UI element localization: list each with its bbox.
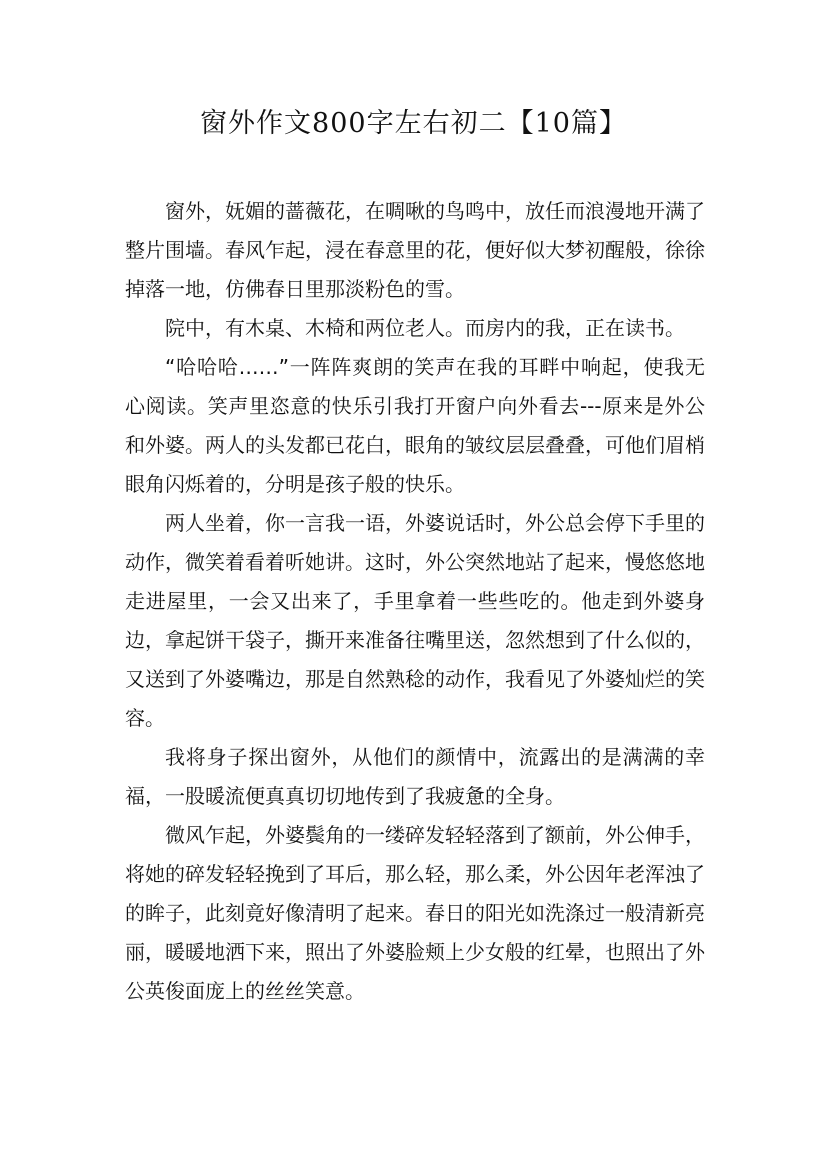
paragraph: 两人坐着，你一言我一语，外婆说话时，外公总会停下手里的动作，微笑着看着听她讲。这时，外公突然地站了起来，慢悠悠地走进屋里，一会又出来了，手里拿着一些些吃的。他走到外婆身边，拿起饼干袋子，撕开来准备往嘴里送，忽然想到了什么似的，又送到了外婆嘴边，那是自然熟稔的动作，我看见了外婆灿烂的笑容。 xyxy=(125,511,705,730)
paragraph: 我将身子探出窗外，从他们的颜情中，流露出的是满满的幸福，一股暖流便真真切切地传到了我疲惫的全身。 xyxy=(125,745,705,808)
document-title: 窗外作文800字左右初二【10篇】 xyxy=(200,108,627,139)
paragraph: “哈哈哈……”一阵阵爽朗的笑声在我的耳畔中响起，使我无心阅读。笑声里恣意的快乐引我打开窗户向外看去---原来是外公和外婆。两人的头发都已花白，眼角的皱纹层层叠叠，可他们眉梢眼角闪烁着的，分明是孩子般的快乐。 xyxy=(125,355,705,496)
paragraph: 窗外，妩媚的蔷薇花，在啁啾的鸟鸣中，放任而浪漫地开满了整片围墙。春风乍起，浸在春意里的花，便好似大梦初醒般，徐徐掉落一地，仿佛春日里那淡粉色的雪。 xyxy=(125,199,705,301)
paragraph: 微风乍起，外婆鬓角的一缕碎发轻轻落到了额前，外公伸手，将她的碎发轻轻挽到了耳后，那么轻，那么柔，外公因年老浑浊了的眸子，此刻竟好像清明了起来。春日的阳光如洗涤过一般清新亮丽，暖暖地洒下来，照出了外婆脸颊上少女般的红晕，也照出了外公英俊面庞上的丝丝笑意。 xyxy=(125,823,705,1003)
document-body xyxy=(125,192,705,1011)
paragraph: 院中，有木桌、木椅和两位老人。而房内的我，正在读书。 xyxy=(165,316,685,340)
